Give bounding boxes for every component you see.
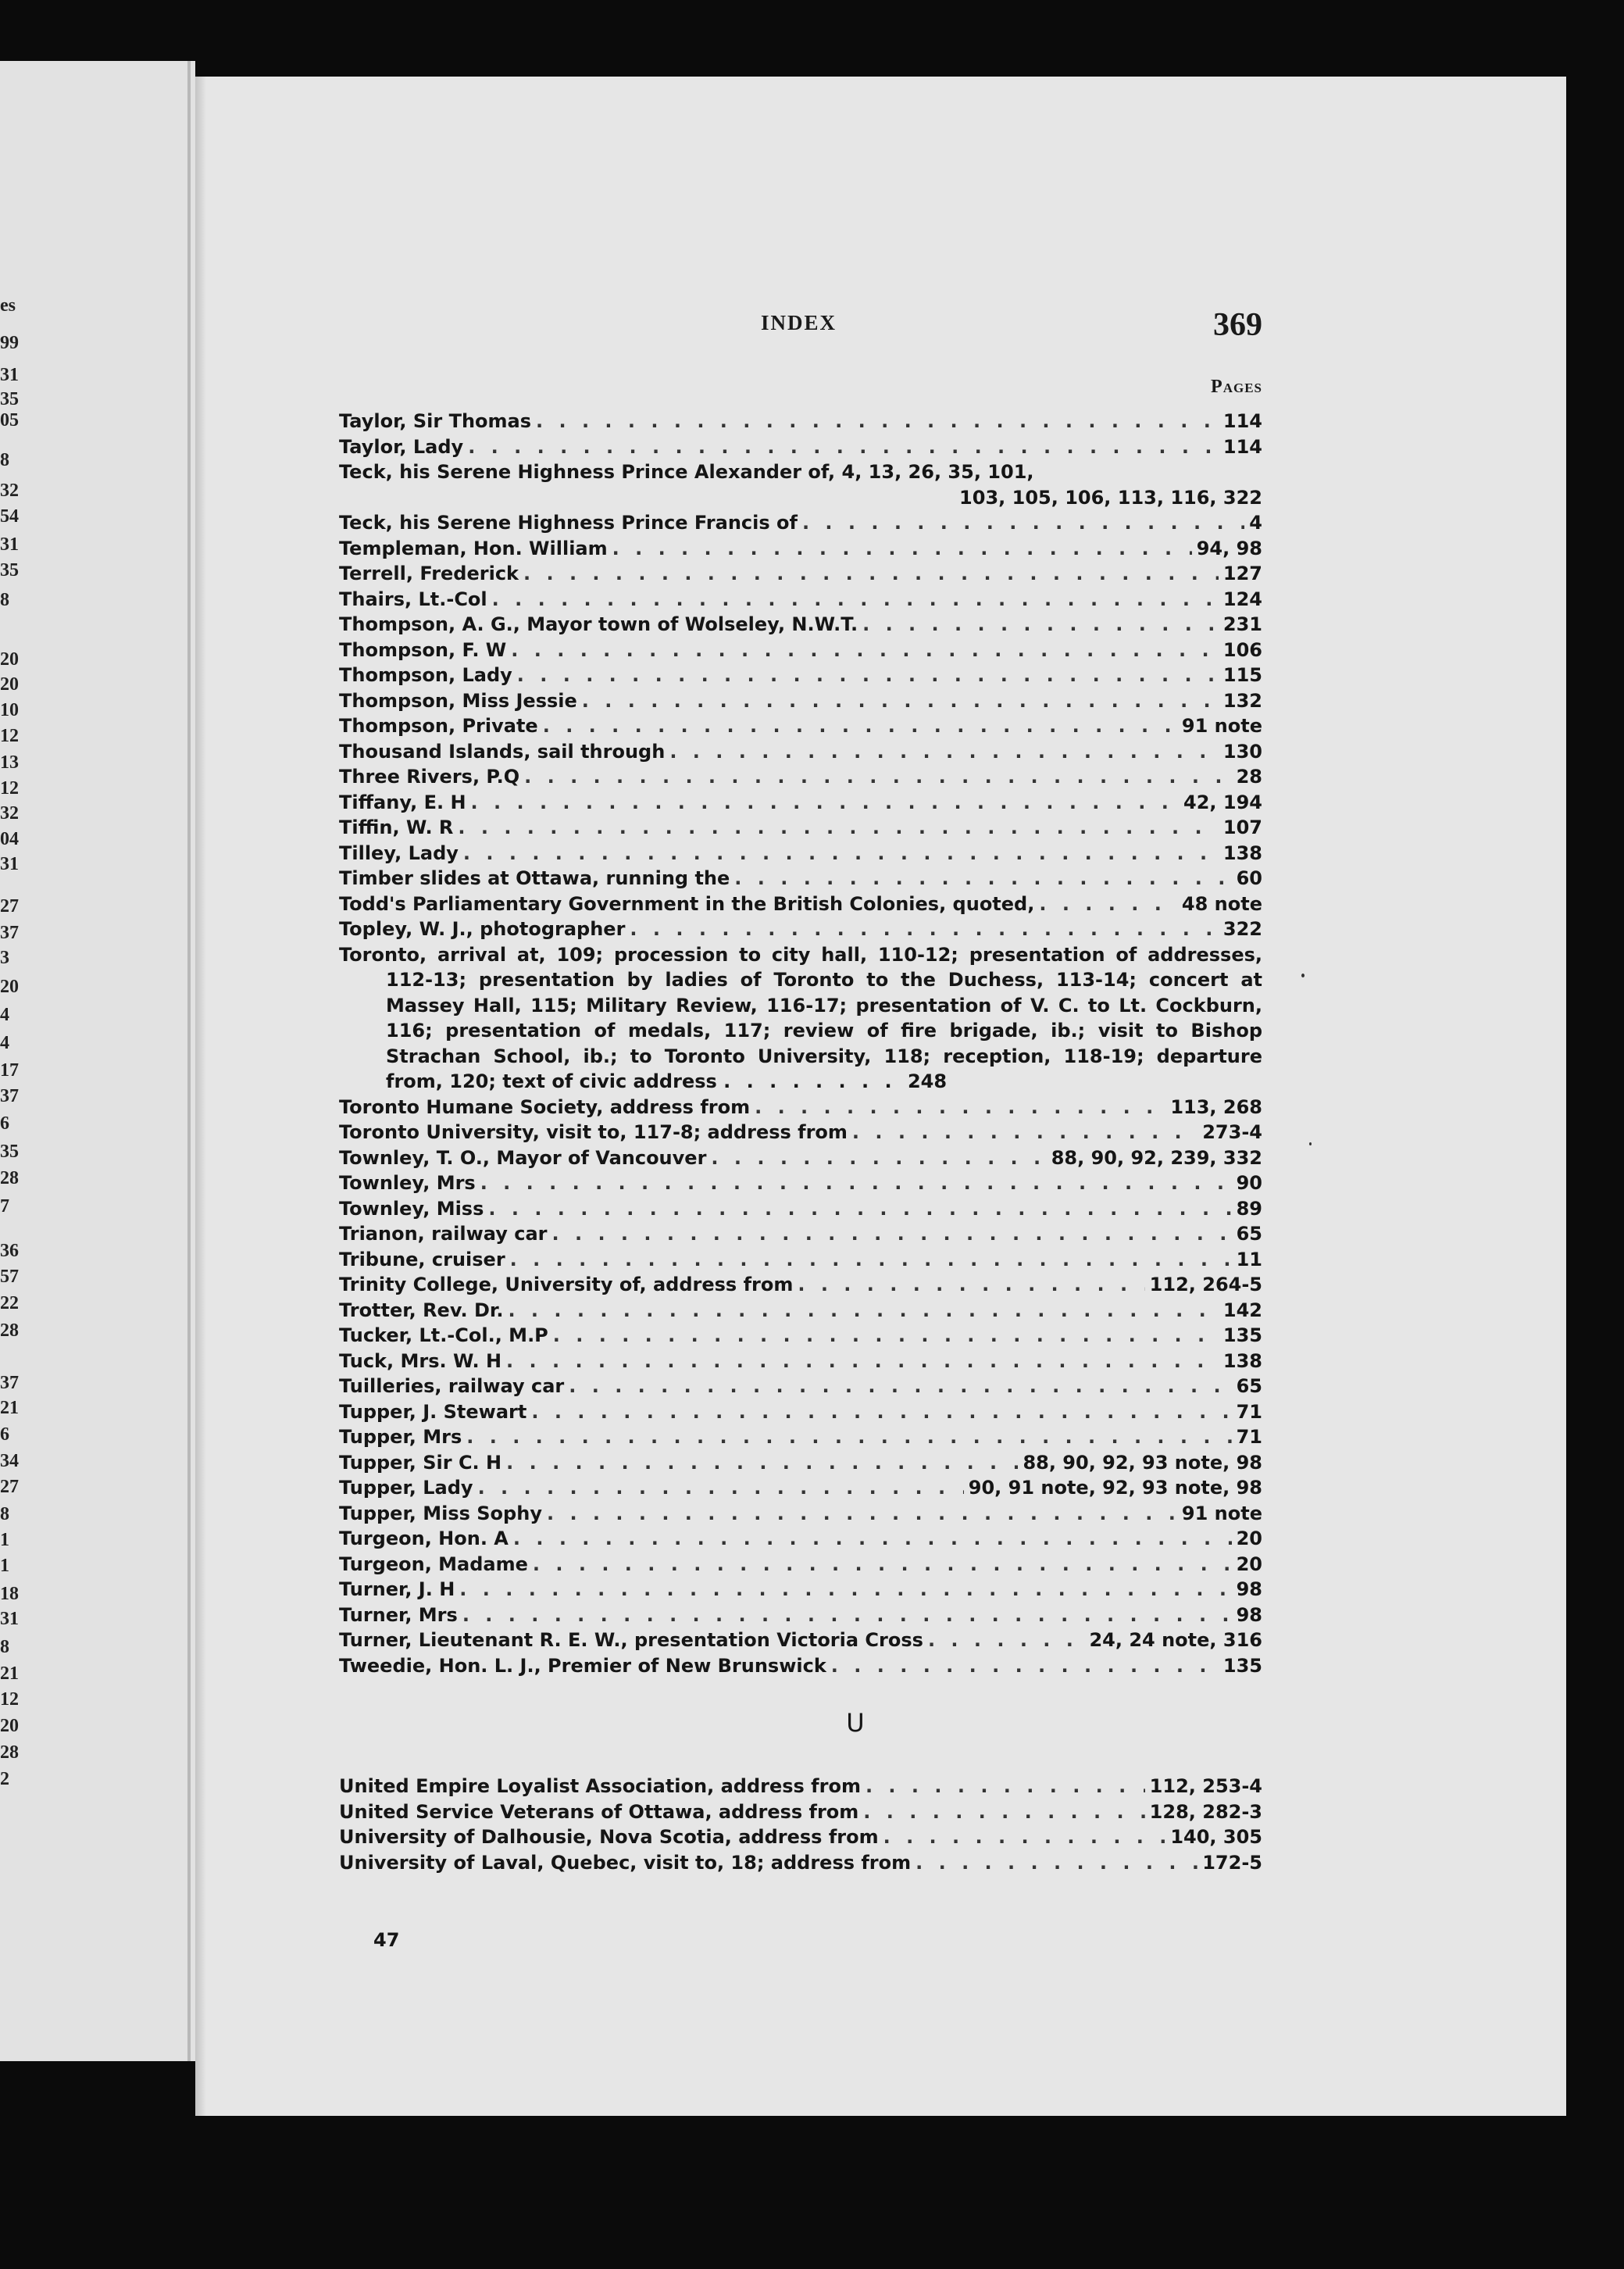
leader-dots — [506, 1450, 1018, 1476]
index-entry — [339, 1850, 1262, 1876]
entry-name: Turner, Lieutenant R. E. W., presentation Victoria Cross — [339, 1629, 923, 1651]
entry-pages: 322 — [1222, 918, 1262, 940]
entry-pages: 20 — [1236, 1528, 1262, 1549]
entry-name: Tiffany, E. H — [339, 791, 466, 813]
entry-name: Tilley, Lady — [339, 841, 459, 864]
leader-dots — [462, 1603, 1232, 1628]
leader-dots — [734, 866, 1231, 892]
index-entry — [339, 1774, 1262, 1799]
entry-name: Teck, his Serene Highness Prince Francis of — [339, 512, 798, 534]
left-margin-number: 4 — [0, 1033, 9, 1053]
entry-name: Townley, T. O., Mayor of Vancouver — [339, 1146, 707, 1169]
entry-pages: 140, 305 — [1170, 1826, 1262, 1848]
left-margin-number: 54 — [0, 506, 19, 527]
left-margin-number: 4 — [0, 1005, 9, 1025]
entry-pages: 98 — [1236, 1603, 1262, 1626]
entry-name: Thompson, Miss Jessie — [339, 689, 577, 712]
binding-shadow — [195, 77, 206, 2116]
left-margin-number: 6 — [0, 1424, 9, 1445]
entry-name: Thairs, Lt.-Col — [339, 588, 487, 610]
entry-name: Thompson, Private — [339, 715, 538, 737]
leader-dots — [459, 1577, 1231, 1603]
left-margin-number: 1 — [0, 1556, 9, 1576]
entry-pages: 91 note — [1181, 715, 1262, 737]
entry-pages: 11 — [1236, 1248, 1262, 1270]
left-margin-number: 18 — [0, 1584, 19, 1604]
entry-name: Tweedie, Hon. L. J., Premier of New Brunswick — [339, 1654, 826, 1677]
entry-name: United Service Veterans of Ottawa, address from — [339, 1800, 859, 1823]
entry-pages: 28 — [1236, 766, 1262, 788]
index-entry — [339, 434, 1262, 460]
entry-name: Tupper, J. Stewart — [339, 1400, 527, 1423]
entry-pages: 115 — [1222, 664, 1262, 686]
index-entry — [339, 1170, 1262, 1196]
left-margin-number: 20 — [0, 977, 19, 997]
leader-dots — [916, 1850, 1197, 1876]
leader-dots — [506, 1349, 1219, 1374]
index-entry — [339, 536, 1262, 562]
index-entry — [339, 1095, 1262, 1120]
left-margin-number: 2 — [0, 1769, 9, 1789]
left-margin-number: 31 — [0, 534, 19, 555]
leader-dots — [478, 1475, 964, 1501]
entry-pages: 71 — [1236, 1426, 1262, 1448]
left-margin-number: 37 — [0, 923, 19, 943]
entry-name: Tupper, Sir C. H — [339, 1451, 502, 1474]
entry-name: Townley, Mrs — [339, 1172, 476, 1194]
leader-dots — [862, 612, 1219, 638]
leader-dots — [471, 790, 1180, 816]
entry-text: Teck, his Serene Highness Prince Alexander of, 4, 13, 26, 35, 101, — [339, 461, 1034, 483]
index-entry — [339, 790, 1262, 816]
leader-dots — [569, 1374, 1231, 1399]
index-list — [339, 409, 1262, 1875]
leader-dots — [831, 1653, 1219, 1679]
entry-name: Timber slides at Ottawa, running the — [339, 867, 730, 889]
entry-pages: 20 — [1236, 1553, 1262, 1575]
left-margin-number: 36 — [0, 1241, 19, 1261]
left-margin-number: 12 — [0, 1689, 19, 1710]
leader-dots — [488, 1196, 1231, 1222]
index-entry — [339, 942, 1262, 1095]
entry-name: Turner, Mrs — [339, 1603, 458, 1626]
index-entry — [339, 1349, 1262, 1374]
entry-name: University of Laval, Quebec, visit to, 18; address from — [339, 1851, 912, 1874]
index-entry — [339, 892, 1262, 917]
leader-dots — [883, 1824, 1166, 1850]
running-title: INDEX — [761, 311, 837, 334]
entry-pages: 42, 194 — [1183, 791, 1262, 813]
index-entry — [339, 815, 1262, 841]
left-margin-number: 6 — [0, 1113, 9, 1134]
left-margin-number: 10 — [0, 700, 19, 720]
index-entry — [339, 1475, 1262, 1501]
leader-dots — [531, 1399, 1231, 1425]
left-margin-number: 22 — [0, 1293, 19, 1313]
leader-dots — [510, 1247, 1232, 1273]
entry-name: Thompson, Lady — [339, 664, 512, 686]
entry-pages: 4 — [1249, 512, 1262, 534]
left-margin-number: 34 — [0, 1451, 19, 1471]
entry-pages: 127 — [1222, 563, 1262, 584]
page-header — [339, 306, 1262, 344]
left-margin-number: 8 — [0, 1637, 9, 1657]
index-entry — [339, 841, 1262, 867]
entry-name: Todd's Parliamentary Government in the British Colonies, quoted, — [339, 892, 1035, 915]
left-margin-number: 3 — [0, 948, 9, 968]
leader-dots — [582, 688, 1219, 714]
left-margin-number: 8 — [0, 450, 9, 470]
left-margin-number: 35 — [0, 1142, 19, 1162]
left-margin-number: 20 — [0, 649, 19, 670]
left-margin-number: 28 — [0, 1320, 19, 1341]
left-margin-number: 32 — [0, 481, 19, 501]
entry-name: Thompson, A. G., Mayor town of Wolseley, N.W.T. — [339, 613, 858, 635]
entry-name: Tuilleries, railway car — [339, 1375, 565, 1397]
leader-dots — [547, 1501, 1177, 1527]
entry-pages: 60 — [1236, 867, 1262, 889]
left-margin-number: 31 — [0, 854, 19, 874]
speck — [1301, 974, 1305, 977]
entry-name: Trianon, railway car — [339, 1223, 548, 1245]
leader-dots — [630, 917, 1218, 942]
entry-pages: 128, 282-3 — [1149, 1800, 1262, 1823]
entry-pages: 71 — [1236, 1400, 1262, 1423]
index-entry — [339, 1824, 1262, 1850]
entry-pages: 114 — [1222, 435, 1262, 458]
entry-name: Tiffin, W. R — [339, 816, 454, 838]
index-entry — [339, 688, 1262, 714]
left-margin-number: 32 — [0, 803, 19, 824]
index-entry — [339, 1221, 1262, 1247]
left-margin-number: 27 — [0, 1477, 19, 1497]
entry-pages: 130 — [1222, 740, 1262, 763]
entry-name: Turner, J. H — [339, 1578, 455, 1600]
leader-dots — [466, 1424, 1231, 1450]
leader-dots — [553, 1323, 1219, 1349]
left-margin-number: 28 — [0, 1742, 19, 1763]
entry-pages: 65 — [1236, 1375, 1262, 1397]
entry-pages: 113, 268 — [1170, 1095, 1262, 1118]
index-entry — [339, 1603, 1262, 1628]
left-margin-number: 1 — [0, 1530, 9, 1550]
leader-dots — [523, 561, 1219, 587]
leader-dots — [1039, 892, 1177, 917]
entry-pages: 65 — [1236, 1223, 1262, 1245]
index-entry — [339, 1526, 1262, 1552]
index-entry — [339, 739, 1262, 765]
entry-pages: 94, 98 — [1196, 537, 1262, 559]
index-entry — [339, 612, 1262, 638]
entry-pages: 88, 90, 92, 239, 332 — [1051, 1146, 1262, 1169]
left-margin-number: 99 — [0, 333, 19, 353]
left-margin-number: 20 — [0, 674, 19, 695]
entry-pages: 138 — [1222, 1349, 1262, 1372]
entry-name: Tupper, Miss Sophy — [339, 1502, 542, 1524]
leader-dots — [852, 1120, 1197, 1145]
entry-name: Turgeon, Hon. A — [339, 1528, 509, 1549]
entry-pages: 91 note — [1181, 1502, 1262, 1524]
index-entry — [339, 459, 1262, 510]
section-letter-u: U — [846, 1708, 865, 1738]
index-entry — [339, 1577, 1262, 1603]
entry-name: Taylor, Sir Thomas — [339, 410, 532, 432]
index-entry — [339, 1247, 1262, 1273]
index-entry — [339, 1450, 1262, 1476]
index-entry — [339, 1501, 1262, 1527]
entry-pages: 172-5 — [1202, 1851, 1262, 1874]
index-entry — [339, 1424, 1262, 1450]
left-margin-number: 8 — [0, 1504, 9, 1524]
leader-dots — [866, 1774, 1145, 1799]
left-margin-number: 21 — [0, 1398, 19, 1418]
entries-section-u — [339, 1774, 1262, 1875]
leader-dots — [798, 1272, 1144, 1298]
entry-continuation: 103, 105, 106, 113, 116, 322 — [959, 486, 1262, 509]
left-margin-number: 35 — [0, 389, 19, 409]
entry-name: Turgeon, Madame — [339, 1553, 528, 1575]
entry-name: Trinity College, University of, address from — [339, 1274, 794, 1295]
index-entry — [339, 510, 1262, 536]
speck — [1309, 1142, 1312, 1145]
left-margin-number: 57 — [0, 1267, 19, 1287]
leader-dots — [669, 739, 1219, 765]
leader-dots — [458, 815, 1219, 841]
left-margin-number: 21 — [0, 1663, 19, 1684]
entry-pages: 98 — [1236, 1578, 1262, 1600]
entry-pages: 135 — [1222, 1654, 1262, 1677]
index-entry — [339, 1552, 1262, 1578]
left-page — [0, 61, 195, 2061]
left-margin-number: 31 — [0, 1609, 19, 1629]
leader-dots — [508, 1298, 1218, 1324]
entry-name: Toronto University, visit to, 117-8; address from — [339, 1121, 848, 1143]
left-margin-number: 7 — [0, 1196, 9, 1217]
index-entry — [339, 1653, 1262, 1679]
index-entry — [339, 917, 1262, 942]
entry-pages: 114 — [1222, 410, 1262, 432]
leader-dots — [480, 1170, 1232, 1196]
index-entry — [339, 1196, 1262, 1222]
entry-pages: 138 — [1222, 841, 1262, 864]
leader-dots — [552, 1221, 1232, 1247]
leader-dots — [755, 1095, 1165, 1120]
entry-pages: 90, 91 note, 92, 93 note, 98 — [968, 1477, 1262, 1499]
leader-dots — [511, 638, 1219, 663]
entry-name: Tupper, Mrs — [339, 1426, 462, 1448]
left-margin-number: 13 — [0, 752, 19, 773]
signature-mark: 47 — [373, 1929, 400, 1951]
left-margin-number: 28 — [0, 1168, 19, 1188]
leader-dots — [928, 1628, 1085, 1653]
entries-section-t — [339, 409, 1262, 1678]
entry-pages: 248 — [907, 1070, 948, 1092]
left-margin-number: 37 — [0, 1086, 19, 1106]
index-entry — [339, 1145, 1262, 1171]
entry-pages: 142 — [1222, 1299, 1262, 1321]
index-entry — [339, 866, 1262, 892]
entry-pages: 112, 264-5 — [1149, 1274, 1262, 1295]
entry-name: Tupper, Lady — [339, 1477, 473, 1499]
index-entry — [339, 1120, 1262, 1145]
entry-text: Toronto, arrival at, 109; procession to city hall, 110-12; presentation of addresses, 112-13; presentation by ladies of Toronto to the Duchess, 113-14; concert at Massey Hall, 115; Military Review, 116-17; presentation of V. C. to Lt. Cockburn, 116; presentation of medals, 117; review of fire brigade, ib.; visit to Bishop Strachan School, ib.; to Toronto University, 118; reception, 118-19; departure from, 120; text of civic address — [339, 943, 1262, 1092]
leader-dots — [463, 841, 1219, 867]
left-margin-number: 12 — [0, 726, 19, 746]
index-entry — [339, 587, 1262, 613]
left-margin-number: es — [0, 295, 16, 316]
leader-dots — [533, 1552, 1232, 1578]
index-entry — [339, 1799, 1262, 1825]
index-entry — [339, 638, 1262, 663]
entry-pages: 112, 253-4 — [1149, 1775, 1262, 1797]
entry-pages: 48 note — [1181, 892, 1262, 915]
left-margin-number: 05 — [0, 410, 19, 431]
entry-pages: 106 — [1222, 638, 1262, 661]
entry-pages: 88, 90, 92, 93 note, 98 — [1023, 1451, 1262, 1474]
entry-name: Tuck, Mrs. W. H — [339, 1349, 502, 1372]
index-entry — [339, 409, 1262, 434]
entry-name: Three Rivers, P.Q — [339, 766, 520, 788]
entry-name: Thousand Islands, sail through — [339, 740, 666, 763]
left-margin-number: 31 — [0, 365, 19, 385]
entry-name: United Empire Loyalist Association, address from — [339, 1775, 861, 1797]
left-margin-number: 12 — [0, 778, 19, 799]
entry-name: Topley, W. J., photographer — [339, 918, 626, 940]
leader-dots — [524, 764, 1231, 790]
entry-pages: 132 — [1222, 689, 1262, 712]
index-entry — [339, 1272, 1262, 1298]
index-entry — [339, 1399, 1262, 1425]
entry-name: Toronto Humane Society, address from — [339, 1095, 751, 1118]
leader-dots — [468, 434, 1219, 460]
left-margin-number: 17 — [0, 1060, 19, 1081]
entry-name: Terrell, Frederick — [339, 563, 519, 584]
entry-pages: 231 — [1222, 613, 1262, 635]
index-entry — [339, 1298, 1262, 1324]
leader-dots — [513, 1526, 1232, 1552]
entry-name: Thompson, F. W — [339, 638, 507, 661]
leader-dots — [711, 1145, 1046, 1171]
index-entry — [339, 1628, 1262, 1653]
entry-pages: 273-4 — [1202, 1121, 1262, 1143]
entry-name: University of Dalhousie, Nova Scotia, address from — [339, 1826, 879, 1848]
entry-name: Tribune, cruiser — [339, 1248, 505, 1270]
left-margin-number: 27 — [0, 896, 19, 917]
index-entry — [339, 561, 1262, 587]
left-margin-number: 20 — [0, 1716, 19, 1736]
page-number: 369 — [1213, 307, 1262, 343]
leader-dots: . . . . . . . . — [723, 1070, 908, 1092]
leader-dots — [802, 510, 1244, 536]
leader-dots — [612, 536, 1192, 562]
index-entry — [339, 1323, 1262, 1349]
entry-pages: 90 — [1236, 1172, 1262, 1194]
leader-dots — [517, 663, 1219, 688]
leader-dots — [536, 409, 1219, 434]
leader-dots — [863, 1799, 1144, 1825]
leader-dots — [492, 587, 1219, 613]
left-margin-number: 8 — [0, 590, 9, 610]
page-fold — [187, 61, 191, 2061]
entry-pages: 124 — [1222, 588, 1262, 610]
index-entry — [339, 1374, 1262, 1399]
entry-pages: 135 — [1222, 1324, 1262, 1346]
entry-name: Trotter, Rev. Dr. — [339, 1299, 504, 1321]
index-entry — [339, 713, 1262, 739]
left-margin-number: 35 — [0, 560, 19, 581]
pages-column-header: Pages — [1211, 377, 1262, 397]
entry-name: Tucker, Lt.-Col., M.P — [339, 1324, 548, 1346]
entry-name: Templeman, Hon. William — [339, 537, 608, 559]
left-margin-number: 37 — [0, 1373, 19, 1393]
index-entry — [339, 764, 1262, 790]
entry-name: Taylor, Lady — [339, 435, 464, 458]
left-margin-number: 04 — [0, 829, 19, 849]
index-entry — [339, 663, 1262, 688]
entry-pages: 107 — [1222, 816, 1262, 838]
entry-pages: 89 — [1236, 1197, 1262, 1220]
entry-name: Townley, Miss — [339, 1197, 484, 1220]
entry-pages: 24, 24 note, 316 — [1089, 1629, 1262, 1651]
leader-dots — [543, 713, 1177, 739]
